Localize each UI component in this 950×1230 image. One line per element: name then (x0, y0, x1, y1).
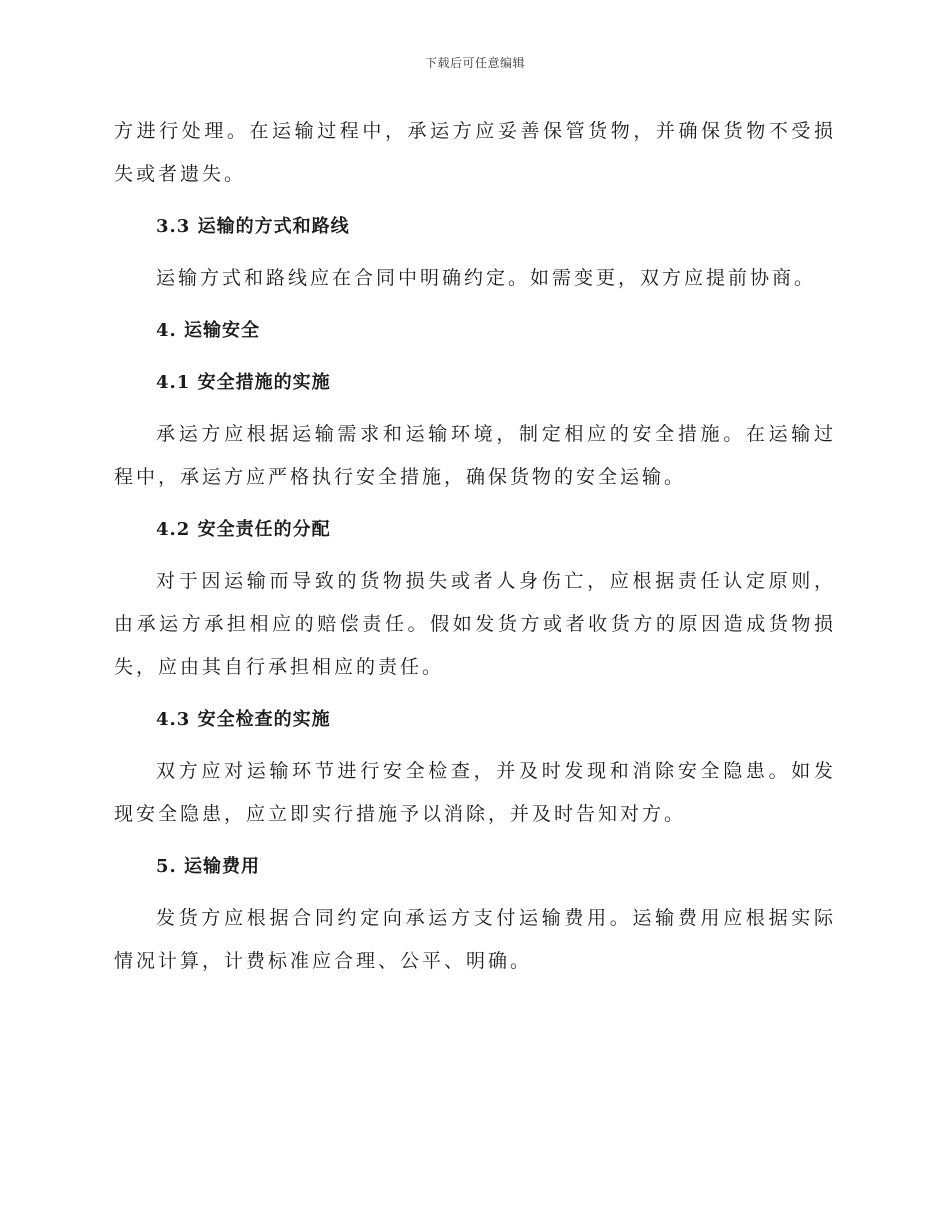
section-heading-4-3: 4.3 安全检查的实施 (156, 709, 331, 730)
paragraph-continuation: 方进行处理。在运输过程中，承运方应妥善保管货物，并确保货物不受损失或者遗失。 (114, 120, 836, 185)
paragraph: 发货方应根据合同约定向承运方支付运输费用。运输费用应根据实际情况计算，计费标准应合理、公平、明确。 (114, 907, 836, 972)
page-header: 下载后可任意编辑 (424, 56, 525, 70)
section-heading-4-1: 4.1 安全措施的实施 (156, 372, 331, 393)
paragraph: 承运方应根据运输需求和运输环境，制定相应的安全措施。在运输过程中，承运方应严格执行安全措施，确保货物的安全运输。 (114, 423, 836, 488)
section-heading-4: 4. 运输安全 (156, 320, 261, 341)
section-heading-5: 5. 运输费用 (156, 856, 261, 877)
paragraph: 对于因运输而导致的货物损失或者人身伤亡，应根据责任认定原则，由承运方承担相应的赔偿责任。假如发货方或者收货方的原因造成货物损失，应由其自行承担相应的责任。 (114, 570, 836, 678)
paragraph: 运输方式和路线应在合同中明确约定。如需变更，双方应提前协商。 (156, 267, 817, 289)
section-heading-3-3: 3.3 运输的方式和路线 (156, 216, 350, 237)
paragraph: 双方应对运输环节进行安全检查，并及时发现和消除安全隐患。如发现安全隐患，应立即实行措施予以消除，并及时告知对方。 (114, 760, 836, 825)
section-heading-4-2: 4.2 安全责任的分配 (156, 519, 331, 540)
document-body (114, 110, 836, 992)
